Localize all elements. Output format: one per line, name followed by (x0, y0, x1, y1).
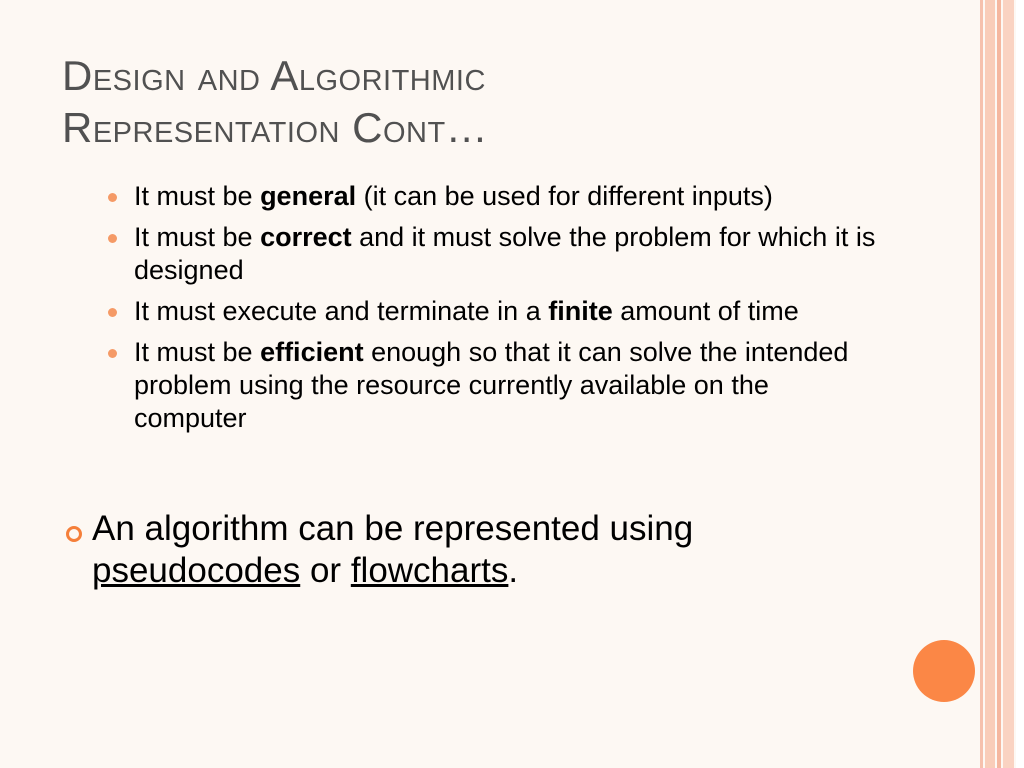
bullet-text: It must execute and terminate in a (134, 296, 549, 326)
bullet-dot-icon (108, 349, 117, 358)
decorative-stripe (997, 0, 1001, 768)
pseudocodes-link[interactable]: pseudocodes (92, 551, 301, 590)
bullet-keyword: general (260, 181, 357, 211)
main-bullet-item (62, 508, 862, 592)
decorative-stripe (980, 0, 983, 768)
bullet-text: (it can be used for different inputs) (356, 181, 773, 211)
bullet-dot-icon (108, 193, 117, 202)
bullet-dot-icon (108, 308, 117, 317)
sub-bullet-item (104, 221, 884, 287)
bullet-text: amount of time (612, 296, 799, 326)
bullet-text: It must be (134, 222, 261, 252)
main-bullet-text: . (508, 551, 519, 590)
bullet-keyword: finite (548, 296, 613, 326)
decorative-stripe (985, 0, 995, 768)
bullet-dot-icon (108, 234, 117, 243)
slide-title (62, 50, 922, 154)
title-line-2: Representation Cont… (62, 104, 489, 151)
sub-bullet-item (104, 295, 884, 328)
decorative-circle (913, 640, 975, 702)
bullet-keyword: efficient (260, 337, 364, 367)
decorative-stripe (1016, 0, 1024, 768)
main-bullet-text: or (300, 551, 351, 590)
sub-bullet-item (104, 180, 884, 213)
decorative-stripe (1003, 0, 1014, 768)
main-bullet-text: An algorithm can be represented using (92, 509, 694, 548)
bullet-text: It must be (134, 181, 261, 211)
flowcharts-link[interactable]: flowcharts (350, 551, 509, 590)
bullet-text: enough so that it can solve the intended problem using the resource currently available on the computer (134, 337, 849, 433)
sub-bullet-list (104, 180, 884, 443)
ring-bullet-icon (66, 526, 82, 542)
title-line-1: Design and Algorithmic (62, 52, 486, 99)
bullet-keyword: correct (260, 222, 352, 252)
bullet-text: It must be (134, 337, 261, 367)
sub-bullet-item (104, 336, 884, 435)
bullet-text: and it must solve the problem for which it is designed (134, 222, 876, 285)
